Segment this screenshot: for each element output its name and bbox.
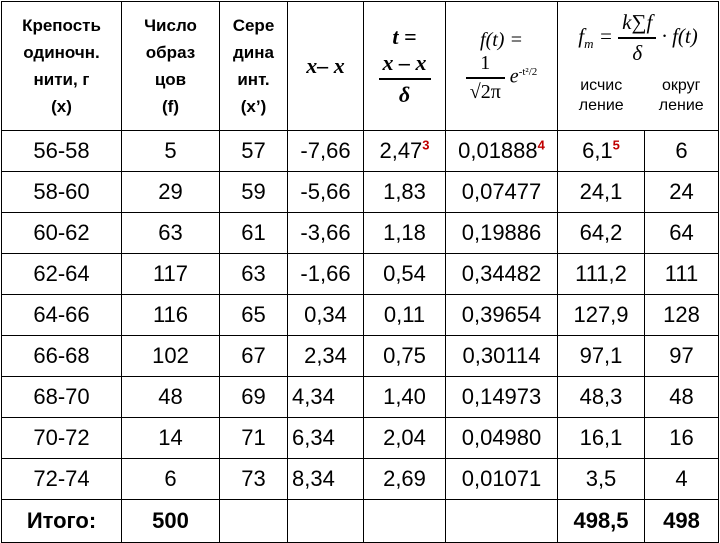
cell-count: 63 (122, 213, 220, 254)
header-t-formula: t = $\frac{x - x}{\delta}$ (364, 2, 446, 131)
empty-cell (220, 500, 288, 543)
total-rounded: 498 (645, 500, 719, 543)
cell-t: 0,11 (364, 295, 446, 336)
cell-midpoint: 61 (220, 213, 288, 254)
cell-deviation: 8,34 (288, 459, 364, 500)
cell-calculated: 48,3 (558, 377, 645, 418)
cell-ft: 0,04980 (446, 418, 558, 459)
cell-ft: 0,30114 (446, 336, 558, 377)
cell-range: 56-58 (2, 131, 122, 172)
table-row (2, 459, 719, 500)
cell-range: 64-66 (2, 295, 122, 336)
cell-count: 102 (122, 336, 220, 377)
table-row (2, 377, 719, 418)
cell-ft: 0,34482 (446, 254, 558, 295)
cell-rounded: 111 (645, 254, 719, 295)
cell-deviation: 6,34 (288, 418, 364, 459)
table-row (2, 418, 719, 459)
cell-t: 0,54 (364, 254, 446, 295)
cell-range: 68-70 (2, 377, 122, 418)
cell-ft: 0,39654 (446, 295, 558, 336)
cell-t: 2,04 (364, 418, 446, 459)
cell-calculated: $6,1^5$ (558, 131, 645, 172)
cell-t: 2,47$^3$ (364, 131, 446, 172)
cell-deviation: 2,34 (288, 336, 364, 377)
cell-ft: 0,19886 (446, 213, 558, 254)
cell-range: 62-64 (2, 254, 122, 295)
cell-deviation: -1,66 (288, 254, 364, 295)
table-row (2, 254, 719, 295)
cell-range: 58-60 (2, 172, 122, 213)
cell-ft: 0,07477 (446, 172, 558, 213)
cell-calculated: 127,9 (558, 295, 645, 336)
cell-midpoint: 65 (220, 295, 288, 336)
table-row (2, 213, 719, 254)
cell-range: 60-62 (2, 213, 122, 254)
table-row (2, 295, 719, 336)
cell-rounded: 6 (645, 131, 719, 172)
cell-ft: 0,14973 (446, 377, 558, 418)
cell-midpoint: 57 (220, 131, 288, 172)
header-ft-formula: f(t) = $\frac{1}{√2\pi}$ $e^{-t^2/2}$ (446, 2, 558, 131)
header-fm-formula: $f_m$ = $\frac{k\sum f}{\delta}$ · f(t) (578, 10, 698, 65)
header-calculated: исчис ление (578, 77, 624, 114)
cell-ft: 0,01888$^4$ (446, 131, 558, 172)
cell-count: 48 (122, 377, 220, 418)
cell-count: 6 (122, 459, 220, 500)
cell-count: 5 (122, 131, 220, 172)
table-row (2, 336, 719, 377)
cell-calculated: 16,1 (558, 418, 645, 459)
cell-range: 66-68 (2, 336, 122, 377)
cell-rounded: 64 (645, 213, 719, 254)
footnote-mark: 5 (612, 137, 620, 153)
total-label: Итого: (2, 500, 122, 543)
header-theoretical-frequency (558, 2, 719, 131)
cell-count: 117 (122, 254, 220, 295)
cell-deviation: 0,34 (288, 295, 364, 336)
cell-rounded: 24 (645, 172, 719, 213)
empty-cell (446, 500, 558, 543)
cell-rounded: 48 (645, 377, 719, 418)
footnote-mark: 4 (537, 137, 545, 153)
header-rounded: округ ление (658, 77, 704, 114)
cell-deviation: 4,34 (288, 377, 364, 418)
cell-rounded: 4 (645, 459, 719, 500)
cell-rounded: 97 (645, 336, 719, 377)
footnote-mark: 3 (422, 137, 430, 153)
cell-midpoint: 59 (220, 172, 288, 213)
cell-midpoint: 73 (220, 459, 288, 500)
cell-midpoint: 69 (220, 377, 288, 418)
cell-t: 2,69 (364, 459, 446, 500)
cell-calculated: 64,2 (558, 213, 645, 254)
cell-deviation: -3,66 (288, 213, 364, 254)
total-calculated: 498,5 (558, 500, 645, 543)
cell-calculated: 3,5 (558, 459, 645, 500)
cell-t: 1,83 (364, 172, 446, 213)
empty-cell (288, 500, 364, 543)
cell-midpoint: 63 (220, 254, 288, 295)
cell-midpoint: 67 (220, 336, 288, 377)
header-midpoint: Сере дина инт. (х’) (220, 2, 288, 131)
header-row (2, 2, 719, 131)
cell-count: 14 (122, 418, 220, 459)
cell-count: 29 (122, 172, 220, 213)
cell-calculated: 111,2 (558, 254, 645, 295)
total-row (2, 500, 719, 543)
cell-t: 0,75 (364, 336, 446, 377)
cell-deviation: -7,66 (288, 131, 364, 172)
header-strength: Крепость одиночн. нити, г (х) (2, 2, 122, 131)
cell-range: 70-72 (2, 418, 122, 459)
cell-t: 1,40 (364, 377, 446, 418)
frequency-table (1, 1, 719, 543)
cell-t: 1,18 (364, 213, 446, 254)
header-count: Число образ цов (f) (122, 2, 220, 131)
table-row (2, 172, 719, 213)
cell-calculated: 24,1 (558, 172, 645, 213)
table-row (2, 131, 719, 172)
cell-deviation: -5,66 (288, 172, 364, 213)
cell-ft: 0,01071 (446, 459, 558, 500)
header-deviation-formula: x– x (288, 2, 364, 131)
empty-cell (364, 500, 446, 543)
cell-calculated: 97,1 (558, 336, 645, 377)
total-count: 500 (122, 500, 220, 543)
cell-rounded: 128 (645, 295, 719, 336)
cell-midpoint: 71 (220, 418, 288, 459)
cell-count: 116 (122, 295, 220, 336)
cell-range: 72-74 (2, 459, 122, 500)
cell-rounded: 16 (645, 418, 719, 459)
